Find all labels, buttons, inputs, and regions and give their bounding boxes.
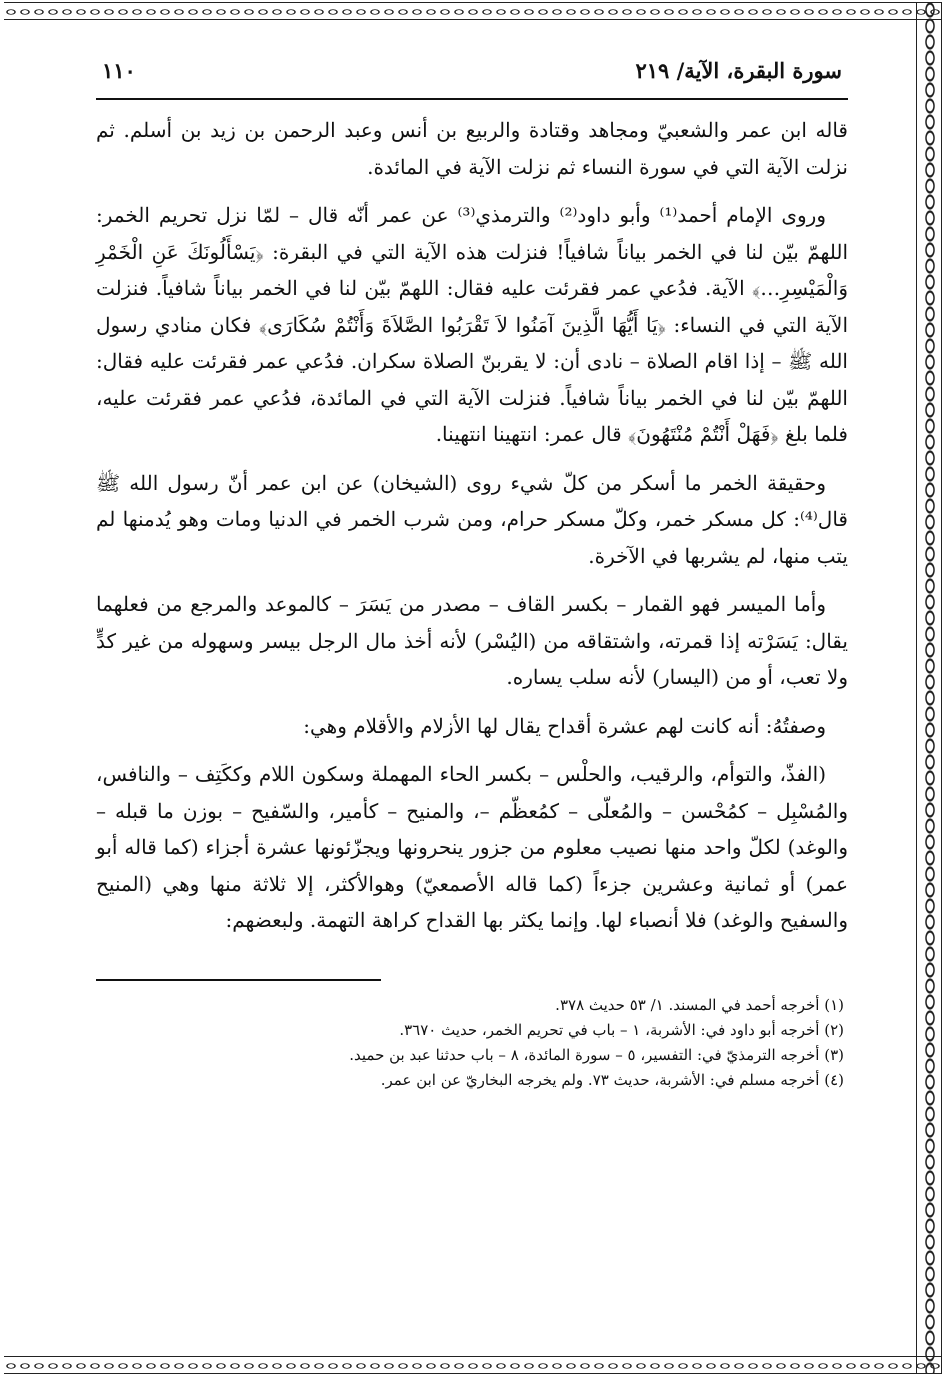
paragraph-1: قاله ابن عمر والشعبيّ ومجاهد وقتادة والربيع بن أنس وعبد الرحمن بن زيد بن أسلم. ثم نزلت الآية التي في سورة النساء ثم نزلت الآية في المائدة. [96,118,848,179]
surah-title: سورة البقرة، الآية/ ٢١٩ [635,58,842,83]
paragraph-6: (الفذّ، والتوأم، والرقيب، والحلْس – بكسر الحاء المهملة وسكون اللام وككَتِف – والنافس، والمُسْبِل – كمُحْسن – والمُعلّى – كمُعظّم –، والمنيح – كأمير، والسّفيح – بوزن ما قبله – والوغد) لكلّ واحد منها نصيب معلوم من جزور ينحرونها ويجزّئونها عشرة أجزاء (كما قاله أبو عمر) أو ثمانية وعشرين جزءاً (كما قاله الأصمعيّ) وهوالأكثر، إلا ثلاثة منها وهي (المنيح والسفيح والوغد) فلا أنصباء لها. وإنما يكثر بها القداح كراهة التهمة. ولبعضهم: [96,762,849,932]
footnote-separator [96,979,381,981]
paragraph-3: وحقيقة الخمر ما أسكر من كلّ شيء روى (الشيخان) عن ابن عمر أنّ رسول الله ﷺ قال⁽⁴⁾: كل مسكر خمر، وكلّ مسكر حرام، ومن شرب الخمر في الدنيا ومات وهو يُدمنها لم يتب منها، لم يشربها في الآخرة. [96,470,848,568]
body-text [96,112,848,939]
footnote-4: (٤) أخرجه مسلم في: الأشربة، حديث ٧٣. ولم يخرجه البخاريّ عن ابن عمر. [380,1070,844,1089]
paragraph-5: وصفتُهُ: أنه كانت لهم عشرة أقداح يقال لها الأزلام والأقلام وهي: [303,713,826,738]
footnote-1: (١) أخرجه أحمد في المسند. ١/ ٥٣ حديث ٣٧٨. [555,995,844,1014]
footnotes [96,993,848,1093]
footnote-3: (٣) أخرجه الترمذيّ في: التفسير، ٥ – سورة المائدة، ٨ – باب حدثنا عبد بن حميد. [349,1045,844,1064]
running-head [96,58,848,100]
ornamental-border-bottom [4,1356,942,1374]
book-page [96,58,848,1093]
ornamental-border-top [4,2,942,20]
ornamental-border-right [916,2,942,1374]
paragraph-4: وأما الميسر فهو القمار – بكسر القاف – مصدر من يَسَرَ – كالموعد والمرجع من فعلهما يقال: يَسَرْته إذا قمرته، واشتقاقه من (اليُسْر) لأنه أخذ مال الرجل بيسر وسهوله من غير كدٍّ ولا تعب، أو من (اليسار) لأنه سلب يساره. [96,592,848,689]
paragraph-2: وروى الإمام أحمد⁽¹⁾ وأبو داود⁽²⁾ والترمذي⁽³⁾ عن عمر أنّه قال – لمّا نزل تحريم الخمر: اللهمّ بيّن لنا في الخمر بياناً شافياً! فنزلت هذه الآية التي في البقرة: ﴿يَسْأَلُونَكَ عَنِ الْخَمْرِ وَالْمَيْسِرِ…﴾ الآية. فدُعي عمر فقرئت عليه فقال: اللهمّ بيّن لنا في الخمر بياناً شافياً. فنزلت الآية التي في النساء: ﴿يَا أَيُّهَا الَّذِينَ آمَنُوا لاَ تَقْرَبُوا الصَّلاَةَ وَأَنْتُمْ سُكَارَى﴾ فكان منادي رسول الله ﷺ – إذا اقام الصلاة – نادى أن: لا يقربنّ الصلاة سكران. فدُعي عمر فقرئت عليه فقال: اللهمّ بيّن لنا في الخمر بياناً شافياً. فنزلت الآية التي في المائدة، فدُعي عمر فقرئت عليه، فلما بلغ ﴿فَهَلْ أَنْتُمْ مُنْتَهُونَ﴾ قال عمر: انتهينا انتهينا. [96,203,848,446]
page-number: ١١٠ [102,58,136,83]
footnote-2: (٢) أخرجه أبو داود في: الأشربة، ١ – باب في تحريم الخمر، حديث ٣٦٧٠. [399,1020,844,1039]
